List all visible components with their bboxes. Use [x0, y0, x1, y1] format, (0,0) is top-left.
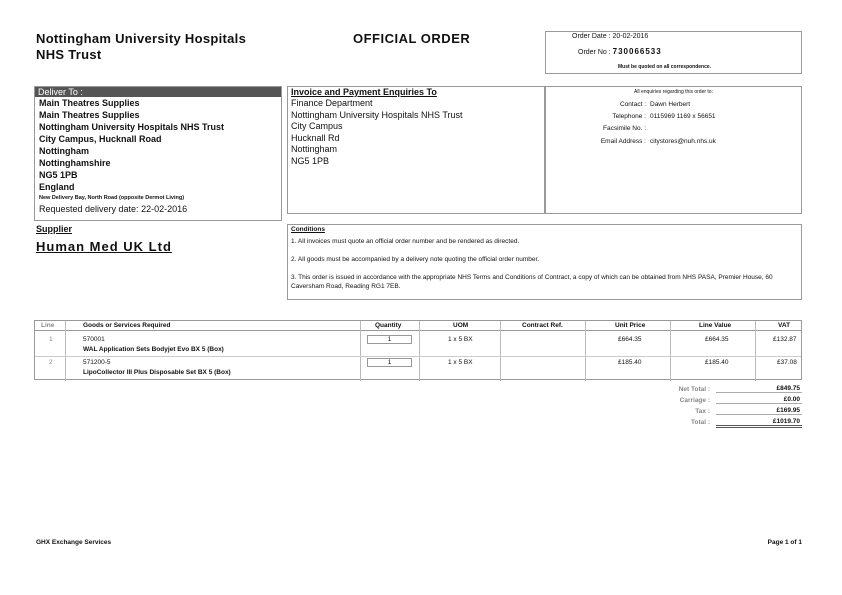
row-uom: 1 x 5 BX [448, 359, 473, 366]
order-number-value: 730066533 [612, 47, 662, 56]
order-number-label: Order No : [578, 49, 611, 56]
supplier-label: Supplier [36, 224, 73, 234]
document-title: OFFICIAL ORDER [353, 31, 471, 46]
invoice-box [287, 86, 545, 214]
footer-left: GHX Exchange Services [36, 539, 112, 546]
deliver-line: City Campus, Hucknall Road [39, 134, 162, 144]
row-quantity: 1 [367, 335, 412, 344]
requested-delivery-date: Requested delivery date: 22-02-2016 [39, 204, 188, 214]
order-date: Order Date : 20-02-2016 [572, 33, 649, 40]
email-value: citystores@nuh.nhs.uk [650, 138, 716, 145]
column-divider [500, 321, 501, 381]
contact-label: Contact : [619, 101, 646, 108]
column-divider [670, 321, 671, 381]
deliver-line: Nottinghamshire [39, 158, 111, 168]
order-number [578, 47, 833, 56]
row-vat: £132.87 [773, 336, 797, 343]
invoice-line: Hucknall Rd [291, 132, 340, 143]
row-unit-price: £185.40 [618, 359, 642, 366]
delivery-note: New Delivery Bay, North Road (opposite Dermot Living) [39, 195, 185, 201]
invoice-line: Nottingham University Hospitals NHS Trust [291, 109, 463, 120]
fax-label: Facsimile No. : [603, 125, 646, 132]
deliver-line: Main Theatres Supplies [39, 110, 140, 120]
invoice-line: Nottingham [291, 144, 338, 154]
col-quantity: Quantity [375, 322, 402, 329]
column-divider [755, 321, 756, 381]
row-separator [35, 356, 801, 357]
row-code: 570001 [83, 336, 105, 343]
org-line-2: NHS Trust [36, 47, 102, 62]
invoice-line: City Campus [291, 121, 343, 131]
column-divider [585, 321, 586, 381]
col-line-value: Line Value [699, 322, 732, 329]
column-divider [419, 321, 420, 381]
row-code: 571200-5 [83, 359, 111, 366]
col-uom: UOM [453, 322, 469, 329]
deliver-to-box [34, 86, 282, 221]
telephone-value: 0115969 1169 x 56651 [650, 113, 716, 120]
total-value: £1019.70 [716, 418, 802, 428]
order-info-box [545, 31, 802, 74]
row-line-value: £664.35 [705, 336, 729, 343]
email-label: Email Address : [600, 138, 646, 145]
row-line-value: £185.40 [705, 359, 729, 366]
row-description: WAL Application Sets Bodyjet Evo BX 5 (Box) [83, 346, 224, 353]
deliver-line: England [39, 182, 75, 192]
condition-item: 1. All invoices must quote an official order number and be rendered as directed. [291, 238, 520, 245]
deliver-to-title: Deliver To : [35, 87, 281, 97]
col-contract: Contract Ref. [522, 322, 563, 329]
row-quantity: 1 [367, 358, 412, 367]
row-line-number: 1 [49, 336, 53, 343]
row-vat: £37.08 [777, 359, 797, 366]
total-label: Total : [690, 419, 710, 426]
condition-item: 2. All goods must be accompanied by a delivery note quoting the official order number. [291, 256, 540, 263]
column-divider [360, 321, 361, 381]
invoice-title: Invoice and Payment Enquiries To [291, 87, 437, 97]
row-line-number: 2 [49, 359, 53, 366]
invoice-line: Finance Department [291, 98, 373, 108]
table-header [35, 321, 801, 331]
condition-item: 3. This order is issued in accordance with the appropriate NHS Terms and Conditions of Contract, a copy of which can be obtained from NHS PASA, Premier House, 60 Caversham Road, Reading RG1 7EB. [291, 274, 773, 290]
col-goods: Goods or Services Required [83, 322, 171, 329]
row-uom: 1 x 5 BX [448, 336, 473, 343]
col-unit-price: Unit Price [615, 322, 646, 329]
row-unit-price: £664.35 [618, 336, 642, 343]
order-lines-table [34, 320, 802, 380]
footer-page-number: Page 1 of 1 [767, 539, 802, 546]
deliver-line: Nottingham [39, 146, 89, 156]
tax-value: £169.95 [716, 407, 802, 415]
deliver-line: NG5 1PB [39, 170, 78, 180]
carriage-value: £0.00 [716, 396, 802, 404]
tax-label: Tax : [695, 408, 710, 415]
deliver-line: Nottingham University Hospitals NHS Trust [39, 122, 225, 132]
contact-value: Dawn Herbert [650, 101, 691, 108]
invoice-line: NG5 1PB [291, 155, 330, 166]
carriage-label: Carriage : [679, 397, 710, 404]
order-note: Must be quoted on all correspondence. [618, 64, 712, 70]
conditions-title: Conditions [291, 226, 325, 233]
conditions-box [287, 224, 802, 300]
column-divider [65, 321, 66, 381]
deliver-line: Main Theatres Supplies [39, 98, 140, 108]
org-line-1: Nottingham University Hospitals [36, 31, 247, 46]
col-line: Line [41, 322, 55, 329]
net-total-value: £849.75 [716, 385, 802, 393]
col-vat: VAT [778, 322, 791, 329]
telephone-label: Telephone : [612, 113, 646, 120]
net-total-label: Net Total : [678, 386, 710, 393]
supplier-name: Human Med UK Ltd [36, 239, 172, 254]
enquiries-box [545, 86, 802, 214]
enquiries-note: All enquiries regarding this order to: [634, 89, 713, 95]
organisation-name [36, 31, 246, 63]
row-description: LipoCollector III Plus Disposable Set BX 5 (Box) [83, 369, 231, 376]
